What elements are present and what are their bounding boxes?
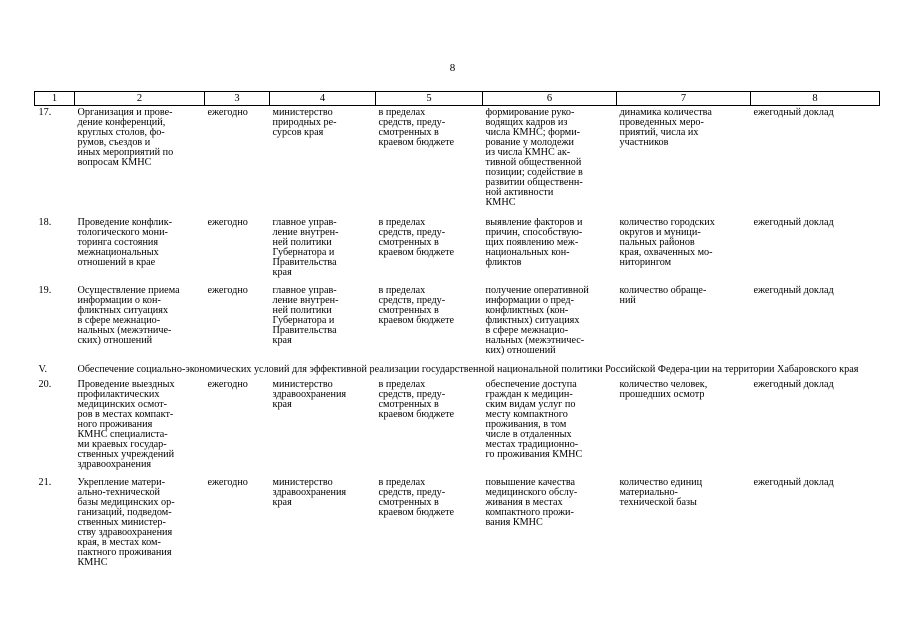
result-cell: формирование руко- водящих кадров из числа КМНС; форми- рование у молодежи из числа КМНС ак- тивной общественной позиции; содействие в развитии общественн- ной активности КМНС [485,107,583,208]
funding-cell: в пределах средств, преду- смотренных в краевом бюджете [378,285,455,326]
action-plan-table [34,91,880,580]
executor-cell: министерство природных ре- сурсов края [272,107,337,138]
column-header: 3 [205,92,270,106]
indicator-cell: количество человек, прошедших осмотр [619,379,708,400]
executor-cell: главное управ- ление внутрен- ней политики Губернатора и Правительства края [272,285,339,346]
row-number: 17. [38,107,52,118]
indicator-cell: количество обраще- ний [619,285,707,306]
period-cell: ежегодно [207,379,248,390]
row-number: 19. [38,285,52,296]
event-cell: Проведение конфлик- тологического мони- торинга состояния межнациональных отношений в крае [77,217,173,268]
row-number: 18. [38,217,52,228]
report-cell: ежегодный доклад [753,107,834,118]
column-header: 5 [376,92,483,106]
row-number: 21. [38,477,52,488]
report-cell: ежегодный доклад [753,379,834,390]
column-number-row [35,92,880,106]
executor-cell: главное управ- ление внутрен- ней политики Губернатора и Правительства края [272,217,339,278]
row-number: 20. [38,379,52,390]
period-cell: ежегодно [207,217,248,228]
report-cell: ежегодный доклад [753,217,834,228]
section-number: V. [38,364,48,375]
event-cell: Укрепление матери- ально-технической базы медицинских ор- ганизаций, подведом- ственных министер- ству здравоохранения края, в местах ком- пактного проживания КМНС [77,477,175,568]
table-row [35,106,880,217]
executor-cell: министерство здравоохранения края [272,379,347,410]
report-cell: ежегодный доклад [753,285,834,296]
result-cell: обеспечение доступа граждан к медицин- ским видам услуг по месту компактного проживания, в том числе в отдаленных местах традиционно- го проживания КМНС [485,379,583,460]
funding-cell: в пределах средств, преду- смотренных в краевом бюджете [378,477,455,518]
period-cell: ежегодно [207,477,248,488]
column-header: 1 [35,92,75,106]
indicator-cell: количество городских округов и муници- пальных районов края, охваченных мо- ниторингом [619,217,715,268]
column-header: 6 [483,92,617,106]
result-cell: выявление факторов и причин, способствую- щих появлению меж- национальных кон- фликтов [485,217,583,268]
funding-cell: в пределах средств, преду- смотренных в краевом бюджете [378,107,455,148]
indicator-cell: количество единиц материально- технической базы [619,477,703,508]
column-header: 4 [270,92,376,106]
table-row [35,284,880,362]
report-cell: ежегодный доклад [753,477,834,488]
indicator-cell: динамика количества проведенных меро- приятий, числа их участников [619,107,712,148]
funding-cell: в пределах средств, преду- смотренных в краевом бюджете [378,379,455,420]
table-row [35,476,880,580]
table-row [35,378,880,476]
event-cell: Проведение выездных профилактических медицинских осмот- ров в местах компакт- ного проживания КМНС специалиста- ми краевых государ- ственных учреждений здравоохранения [77,379,175,470]
column-header: 2 [75,92,205,106]
table-row [35,216,880,284]
executor-cell: министерство здравоохранения края [272,477,347,508]
funding-cell: в пределах средств, преду- смотренных в краевом бюджете [378,217,455,258]
column-header: 7 [617,92,751,106]
column-header: 8 [751,92,880,106]
section-heading-row [35,362,880,378]
event-cell: Осуществление приема информации о кон- фликтных ситуациях в сфере межнацио- нальных (межэтниче- ских) отношений [77,285,180,346]
period-cell: ежегодно [207,285,248,296]
result-cell: повышение качества медицинского обслу- живания в местах компактного прожи- вания КМНС [485,477,578,528]
page-number: 8 [449,62,456,74]
event-cell: Организация и прове- дение конференций, круглых столов, фо- румов, съездов и иных мероприятий по вопросам КМНС [77,107,174,168]
result-cell: получение оперативной информации о пред- конфликтных (кон- фликтных) ситуациях в сфере межнацио- нальных (межэтничес- ких) отношений [485,285,589,356]
section-title: Обеспечение социально-экономических условий для эффективной реализации государственной национальной политики Российской Федера-ции на территории Хабаровского края [77,364,859,375]
period-cell: ежегодно [207,107,248,118]
